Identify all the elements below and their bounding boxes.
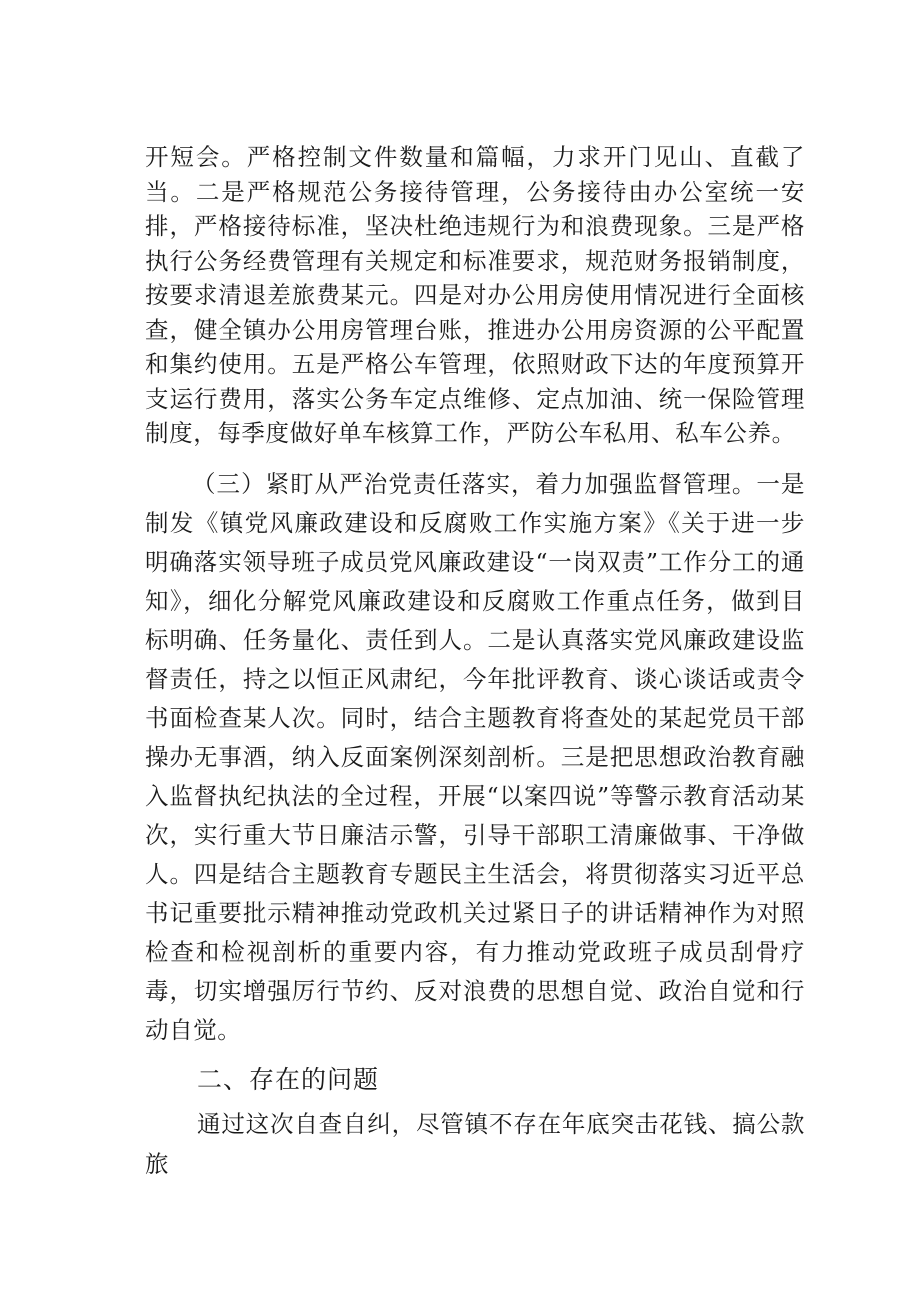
document-page <box>145 140 805 1184</box>
section-heading: 二、存在的问题 <box>197 1064 380 1094</box>
paragraph-2: （三）紧盯从严治党责任落实，着力加强监督管理。一是制发《镇党风廉政建设和反腐败工作实施方案》《关于进一步明确落实领导班子成员党风廉政建设“一岗双责”工作分工的通知》，细化分解党风廉政建设和反腐败工作重点任务，做到目标明确、任务量化、责任到人。二是认真落实党风廉政建设监督责任，持之以恒正风肃纪，今年批评教育、谈心谈话或责令书面检查某人次。同时，结合主题教育将查处的某起党员干部操办无事酒，纳入反面案例深刻剖析。三是把思想政治教育融入监督执纪执法的全过程，开展“以案四说”等警示教育活动某次，实行重大节日廉洁示警，引导干部职工清廉做事、干净做人。四是结合主题教育专题民主生活会，将贯彻落实习近平总书记重要批示精神推动党政机关过紧日子的讲话精神作为对照检查和检视剖析的重要内容，有力推动党政班子成员刮骨疗毒，切实增强厉行节约、反对浪费的思想自觉、政治自觉和行动自觉。 <box>145 469 805 1044</box>
paragraph-1: 开短会。严格控制文件数量和篇幅，力求开门见山、直截了当。二是严格规范公务接待管理，公务接待由办公室统一安排，严格接待标准，坚决杜绝违规行为和浪费现象。三是严格执行公务经费管理有关规定和标准要求，规范财务报销制度，按要求清退差旅费某元。四是对办公用房使用情况进行全面核查，健全镇办公用房管理台账，推进办公用房资源的公平配置和集约使用。五是严格公车管理，依照财政下达的年度预算开支运行费用，落实公务车定点维修、定点加油、统一保险管理制度，每季度做好单车核算工作，严防公车私用、私车公养。 <box>145 143 805 447</box>
paragraph-3: 通过这次自查自纠，尽管镇不存在年底突击花钱、搞公款旅 <box>145 1109 805 1178</box>
